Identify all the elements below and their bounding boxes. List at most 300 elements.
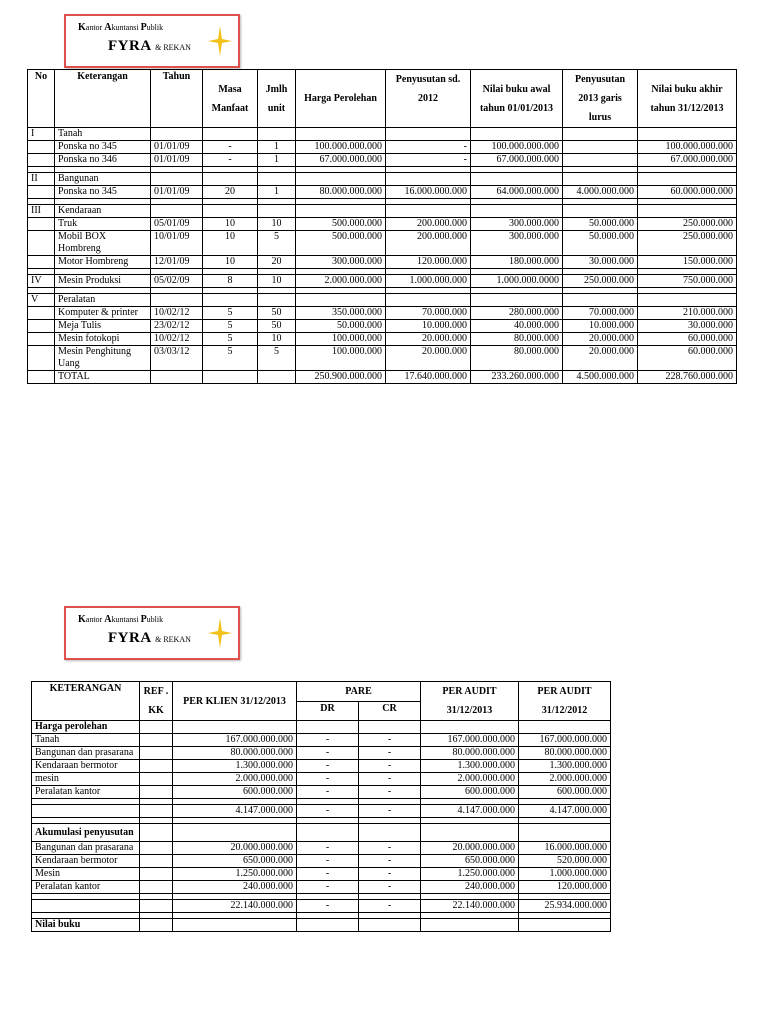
table-row: [28, 256, 737, 269]
table-cell: 100.000.000.000: [471, 141, 563, 154]
table-cell: 250.000.000: [638, 231, 737, 256]
table-cell: III: [28, 205, 55, 218]
empty-cell: [140, 919, 173, 932]
table-cell: 1: [258, 141, 296, 154]
table-cell: Kendaraan: [55, 205, 151, 218]
table-cell: -: [359, 773, 421, 786]
table-cell: 80.000.000.000: [173, 747, 297, 760]
table-cell: Mesin: [32, 868, 140, 881]
table-row: [32, 773, 611, 786]
col-header: Keterangan: [55, 70, 151, 128]
table-cell: Ponska no 345: [55, 186, 151, 199]
table-cell: [203, 205, 258, 218]
table-row: [32, 842, 611, 855]
table-cell: -: [297, 747, 359, 760]
table-row: [28, 173, 737, 186]
table-cell: 01/01/09: [151, 186, 203, 199]
table-cell: Peralatan: [55, 294, 151, 307]
table-cell: 100.000.000: [296, 333, 386, 346]
table-cell: 600.000.000: [519, 786, 611, 799]
empty-cell: [297, 824, 359, 842]
table-cell: Tanah: [55, 128, 151, 141]
table-header-row: [32, 682, 611, 702]
table-cell: Bangunan dan prasarana: [32, 747, 140, 760]
table-cell: -: [359, 760, 421, 773]
table-cell: 150.000.000: [638, 256, 737, 269]
table-cell: 4.500.000.000: [563, 371, 638, 384]
col-header: Nilai buku awal tahun 01/01/2013: [471, 70, 563, 128]
table-cell: [258, 205, 296, 218]
empty-cell: [421, 824, 519, 842]
table-cell: Ponska no 346: [55, 154, 151, 167]
table-cell: 300.000.000: [296, 256, 386, 269]
table-cell: Kendaraan bermotor: [32, 760, 140, 773]
table-cell: [203, 371, 258, 384]
empty-cell: [297, 919, 359, 932]
table-cell: 5: [258, 231, 296, 256]
table-cell: 100.000.000.000: [296, 141, 386, 154]
table-cell: [638, 128, 737, 141]
table-cell: [296, 205, 386, 218]
col-header: No: [28, 70, 55, 128]
table-header-row: [28, 70, 737, 128]
table-cell: 167.000.000.000: [519, 734, 611, 747]
table-cell: 60.000.000: [638, 346, 737, 371]
table-cell: 167.000.000.000: [421, 734, 519, 747]
table-row: [32, 805, 611, 818]
table-cell: [28, 346, 55, 371]
table-cell: Mesin Produksi: [55, 275, 151, 288]
table-row: [32, 760, 611, 773]
table-cell: -: [297, 868, 359, 881]
table-cell: 20: [203, 186, 258, 199]
table-cell: -: [359, 805, 421, 818]
table-cell: 80.000.000: [471, 346, 563, 371]
section-row: [32, 721, 611, 734]
table-cell: 650.000.000: [173, 855, 297, 868]
table-cell: 50: [258, 307, 296, 320]
empty-cell: [140, 721, 173, 734]
table-cell: 300.000.000: [471, 231, 563, 256]
table-cell: 17.640.000.000: [386, 371, 471, 384]
table-cell: 1.300.000.000: [173, 760, 297, 773]
empty-cell: [421, 919, 519, 932]
table-cell: [28, 256, 55, 269]
table-row: [28, 218, 737, 231]
table-cell: 70.000.000: [386, 307, 471, 320]
table-cell: 4.147.000.000: [519, 805, 611, 818]
table-cell: 10: [258, 275, 296, 288]
table-cell: 10/01/09: [151, 231, 203, 256]
table-row: [32, 734, 611, 747]
table-cell: [28, 186, 55, 199]
table-cell: [28, 307, 55, 320]
table-cell: [140, 786, 173, 799]
table-cell: 100.000.000: [296, 346, 386, 371]
empty-cell: [140, 824, 173, 842]
table-cell: -: [203, 154, 258, 167]
table-cell: [258, 294, 296, 307]
audit-summary-table: [31, 681, 611, 932]
table-cell: [296, 294, 386, 307]
table-row: [28, 231, 737, 256]
table-cell: [563, 294, 638, 307]
table-cell: 64.000.000.000: [471, 186, 563, 199]
table-cell: 80.000.000: [471, 333, 563, 346]
firm-full-name: Kantor Akuntansi Publik: [78, 22, 164, 33]
firm-logo: [64, 14, 240, 68]
table-row: [32, 747, 611, 760]
table-cell: Bangunan: [55, 173, 151, 186]
col-header: PARE: [297, 682, 421, 702]
empty-cell: [519, 919, 611, 932]
table-cell: -: [359, 868, 421, 881]
firm-full-name: Kantor Akuntansi Publik: [78, 614, 164, 625]
table-cell: [140, 734, 173, 747]
table-cell: [151, 205, 203, 218]
table-cell: [258, 128, 296, 141]
firm-name: FYRA & REKAN: [108, 630, 191, 646]
fixed-asset-schedule-table: [27, 69, 737, 384]
table-cell: 250.000.000: [563, 275, 638, 288]
table-cell: [151, 371, 203, 384]
table-cell: -: [297, 805, 359, 818]
table-cell: TOTAL: [55, 371, 151, 384]
empty-cell: [297, 721, 359, 734]
table-row: [28, 320, 737, 333]
table-cell: 20.000.000: [386, 333, 471, 346]
table-cell: 120.000.000: [519, 881, 611, 894]
firm-name: FYRA & REKAN: [108, 38, 191, 54]
table-cell: 80.000.000.000: [421, 747, 519, 760]
empty-cell: [173, 919, 297, 932]
table-cell: [203, 294, 258, 307]
firm-logo: [64, 606, 240, 660]
table-cell: -: [297, 773, 359, 786]
table-row: [28, 346, 737, 371]
table-cell: [140, 881, 173, 894]
table-cell: [28, 320, 55, 333]
table-cell: 167.000.000.000: [173, 734, 297, 747]
table-cell: 22.140.000.000: [421, 900, 519, 913]
table-cell: 30.000.000: [638, 320, 737, 333]
table-cell: 4.147.000.000: [421, 805, 519, 818]
table-cell: 1.250.000.000: [421, 868, 519, 881]
table-cell: -: [359, 734, 421, 747]
table-cell: [563, 128, 638, 141]
table-cell: 250.000.000: [638, 218, 737, 231]
table-cell: 50: [258, 320, 296, 333]
table-cell: 1.300.000.000: [519, 760, 611, 773]
table-cell: [140, 747, 173, 760]
table-cell: 4.147.000.000: [173, 805, 297, 818]
table-cell: 16.000.000.000: [386, 186, 471, 199]
table-cell: 50.000.000: [563, 218, 638, 231]
table-cell: 5: [203, 307, 258, 320]
table-cell: [563, 141, 638, 154]
table-cell: V: [28, 294, 55, 307]
section-label: Akumulasi penyusutan: [32, 824, 140, 842]
table-cell: Bangunan dan prasarana: [32, 842, 140, 855]
table-cell: 05/02/09: [151, 275, 203, 288]
table-cell: Mesin Penghitung Uang: [55, 346, 151, 371]
table-cell: [386, 205, 471, 218]
table-cell: 2.000.000.000: [421, 773, 519, 786]
table-cell: 22.140.000.000: [173, 900, 297, 913]
table-cell: 5: [203, 346, 258, 371]
table-cell: [140, 842, 173, 855]
table-cell: [28, 141, 55, 154]
table-cell: 350.000.000: [296, 307, 386, 320]
table-cell: 80.000.000.000: [519, 747, 611, 760]
table-cell: -: [297, 734, 359, 747]
table-cell: -: [359, 786, 421, 799]
table-cell: 1.000.000.000: [519, 868, 611, 881]
col-header: KETERANGAN: [32, 682, 140, 721]
table-row: [28, 128, 737, 141]
table-cell: [151, 173, 203, 186]
table-cell: 280.000.000: [471, 307, 563, 320]
empty-cell: [359, 919, 421, 932]
table-cell: 10: [203, 218, 258, 231]
table-cell: 10: [258, 218, 296, 231]
table-cell: -: [359, 842, 421, 855]
table-cell: 600.000.000: [421, 786, 519, 799]
table-cell: Ponska no 345: [55, 141, 151, 154]
table-row: [32, 881, 611, 894]
table-row: [28, 294, 737, 307]
table-cell: 70.000.000: [563, 307, 638, 320]
table-cell: [258, 371, 296, 384]
table-row: [32, 855, 611, 868]
table-cell: [151, 294, 203, 307]
table-cell: 1: [258, 186, 296, 199]
empty-cell: [173, 721, 297, 734]
table-cell: [386, 128, 471, 141]
table-cell: 210.000.000: [638, 307, 737, 320]
table-row: [28, 275, 737, 288]
table-cell: [471, 205, 563, 218]
star-icon: [208, 26, 232, 56]
col-header: Jmlh unit: [258, 70, 296, 128]
table-cell: I: [28, 128, 55, 141]
table-cell: [638, 294, 737, 307]
table-cell: [140, 855, 173, 868]
table-cell: 200.000.000: [386, 218, 471, 231]
table-cell: -: [386, 154, 471, 167]
table-cell: -: [297, 760, 359, 773]
section-label: Nilai buku: [32, 919, 140, 932]
table-cell: Meja Tulis: [55, 320, 151, 333]
table-cell: 600.000.000: [173, 786, 297, 799]
table-cell: [296, 128, 386, 141]
section-row: [32, 824, 611, 842]
table-cell: 23/02/12: [151, 320, 203, 333]
table-cell: -: [297, 900, 359, 913]
table-cell: 40.000.000: [471, 320, 563, 333]
table-cell: [296, 173, 386, 186]
table-row: [28, 154, 737, 167]
table-cell: 5: [203, 333, 258, 346]
table-cell: [140, 900, 173, 913]
table-cell: [140, 805, 173, 818]
table-cell: Mobil BOX Hombreng: [55, 231, 151, 256]
table-cell: 240.000.000: [173, 881, 297, 894]
table-cell: [151, 128, 203, 141]
table-cell: [28, 231, 55, 256]
table-cell: Tanah: [32, 734, 140, 747]
table-cell: 200.000.000: [386, 231, 471, 256]
table-cell: 4.000.000.000: [563, 186, 638, 199]
table-cell: 20.000.000: [563, 346, 638, 371]
table-cell: [28, 371, 55, 384]
table-cell: 750.000.000: [638, 275, 737, 288]
table-cell: Peralatan kantor: [32, 881, 140, 894]
table-cell: 520.000.000: [519, 855, 611, 868]
table-cell: 10/02/12: [151, 333, 203, 346]
table-cell: 20.000.000.000: [173, 842, 297, 855]
table-cell: 20.000.000: [386, 346, 471, 371]
table-cell: [471, 173, 563, 186]
table-cell: 60.000.000: [638, 333, 737, 346]
table-cell: 10: [203, 256, 258, 269]
table-cell: [32, 805, 140, 818]
table-cell: 1: [258, 154, 296, 167]
table-cell: [563, 205, 638, 218]
table-row: [32, 868, 611, 881]
empty-cell: [421, 721, 519, 734]
table-cell: [471, 294, 563, 307]
table-cell: 12/01/09: [151, 256, 203, 269]
table-cell: [28, 218, 55, 231]
table-cell: 20.000.000: [563, 333, 638, 346]
table-cell: 180.000.000: [471, 256, 563, 269]
table-cell: 2.000.000.000: [173, 773, 297, 786]
table-cell: 01/01/09: [151, 141, 203, 154]
table-cell: 03/03/12: [151, 346, 203, 371]
table-cell: IV: [28, 275, 55, 288]
empty-cell: [359, 721, 421, 734]
table-cell: [386, 173, 471, 186]
table-cell: 2.000.000.000: [296, 275, 386, 288]
table-row: [28, 371, 737, 384]
col-header: REF . KK: [140, 682, 173, 721]
table-cell: 1.000.000.000: [386, 275, 471, 288]
table-cell: [471, 128, 563, 141]
table-cell: 1.000.000.0000: [471, 275, 563, 288]
table-cell: mesin: [32, 773, 140, 786]
section-label: Harga perolehan: [32, 721, 140, 734]
table-cell: -: [297, 881, 359, 894]
table-cell: [32, 900, 140, 913]
table-row: [28, 205, 737, 218]
col-header: Harga Perolehan: [296, 70, 386, 128]
table-cell: -: [359, 747, 421, 760]
table-cell: 05/01/09: [151, 218, 203, 231]
table-cell: [203, 128, 258, 141]
table-cell: 10: [203, 231, 258, 256]
table-cell: Motor Hombreng: [55, 256, 151, 269]
table-cell: 67.000.000.000: [638, 154, 737, 167]
table-cell: 5: [258, 346, 296, 371]
table-cell: 30.000.000: [563, 256, 638, 269]
table-cell: 10: [258, 333, 296, 346]
table-cell: 67.000.000.000: [296, 154, 386, 167]
col-header: PER AUDIT 31/12/2013: [421, 682, 519, 721]
table-row: [28, 307, 737, 320]
table-row: [32, 900, 611, 913]
table-cell: [28, 154, 55, 167]
table-cell: Truk: [55, 218, 151, 231]
table-cell: Peralatan kantor: [32, 786, 140, 799]
table-cell: -: [359, 881, 421, 894]
table-cell: II: [28, 173, 55, 186]
col-header: PER KLIEN 31/12/2013: [173, 682, 297, 721]
table-cell: 5: [203, 320, 258, 333]
table-cell: 120.000.000: [386, 256, 471, 269]
table-cell: [203, 173, 258, 186]
col-header: DR: [297, 701, 359, 721]
table-cell: 228.760.000.000: [638, 371, 737, 384]
empty-cell: [519, 721, 611, 734]
table-cell: 01/01/09: [151, 154, 203, 167]
table-cell: 500.000.000: [296, 218, 386, 231]
table-cell: -: [297, 786, 359, 799]
table-cell: 67.000.000.000: [471, 154, 563, 167]
empty-cell: [173, 824, 297, 842]
table-cell: 10/02/12: [151, 307, 203, 320]
table-cell: [386, 294, 471, 307]
col-header: Tahun: [151, 70, 203, 128]
col-header: Penyusutan sd. 2012: [386, 70, 471, 128]
col-header: CR: [359, 701, 421, 721]
table-cell: -: [203, 141, 258, 154]
table-cell: 60.000.000.000: [638, 186, 737, 199]
col-header: Penyusutan 2013 garis lurus: [563, 70, 638, 128]
table-cell: 650.000.000: [421, 855, 519, 868]
table-cell: 300.000.000: [471, 218, 563, 231]
table-cell: 10.000.000: [563, 320, 638, 333]
table-cell: 50.000.000: [296, 320, 386, 333]
table-cell: 1.250.000.000: [173, 868, 297, 881]
table-cell: [28, 333, 55, 346]
star-icon: [208, 618, 232, 648]
empty-cell: [359, 824, 421, 842]
table-cell: 16.000.000.000: [519, 842, 611, 855]
table-cell: -: [297, 842, 359, 855]
table-cell: Mesin fotokopi: [55, 333, 151, 346]
table-cell: [638, 205, 737, 218]
empty-cell: [519, 824, 611, 842]
table-cell: 250.900.000.000: [296, 371, 386, 384]
table-row: [32, 786, 611, 799]
table-cell: 233.260.000.000: [471, 371, 563, 384]
table-cell: -: [297, 855, 359, 868]
table-cell: [258, 173, 296, 186]
table-cell: -: [359, 855, 421, 868]
table-cell: 2.000.000.000: [519, 773, 611, 786]
table-cell: 20: [258, 256, 296, 269]
table-cell: 8: [203, 275, 258, 288]
table-cell: 100.000.000.000: [638, 141, 737, 154]
section-row: [32, 919, 611, 932]
table-cell: 25.934.000.000: [519, 900, 611, 913]
col-header: Nilai buku akhir tahun 31/12/2013: [638, 70, 737, 128]
table-cell: [638, 173, 737, 186]
table-row: [28, 186, 737, 199]
table-cell: 80.000.000.000: [296, 186, 386, 199]
table-cell: 20.000.000.000: [421, 842, 519, 855]
